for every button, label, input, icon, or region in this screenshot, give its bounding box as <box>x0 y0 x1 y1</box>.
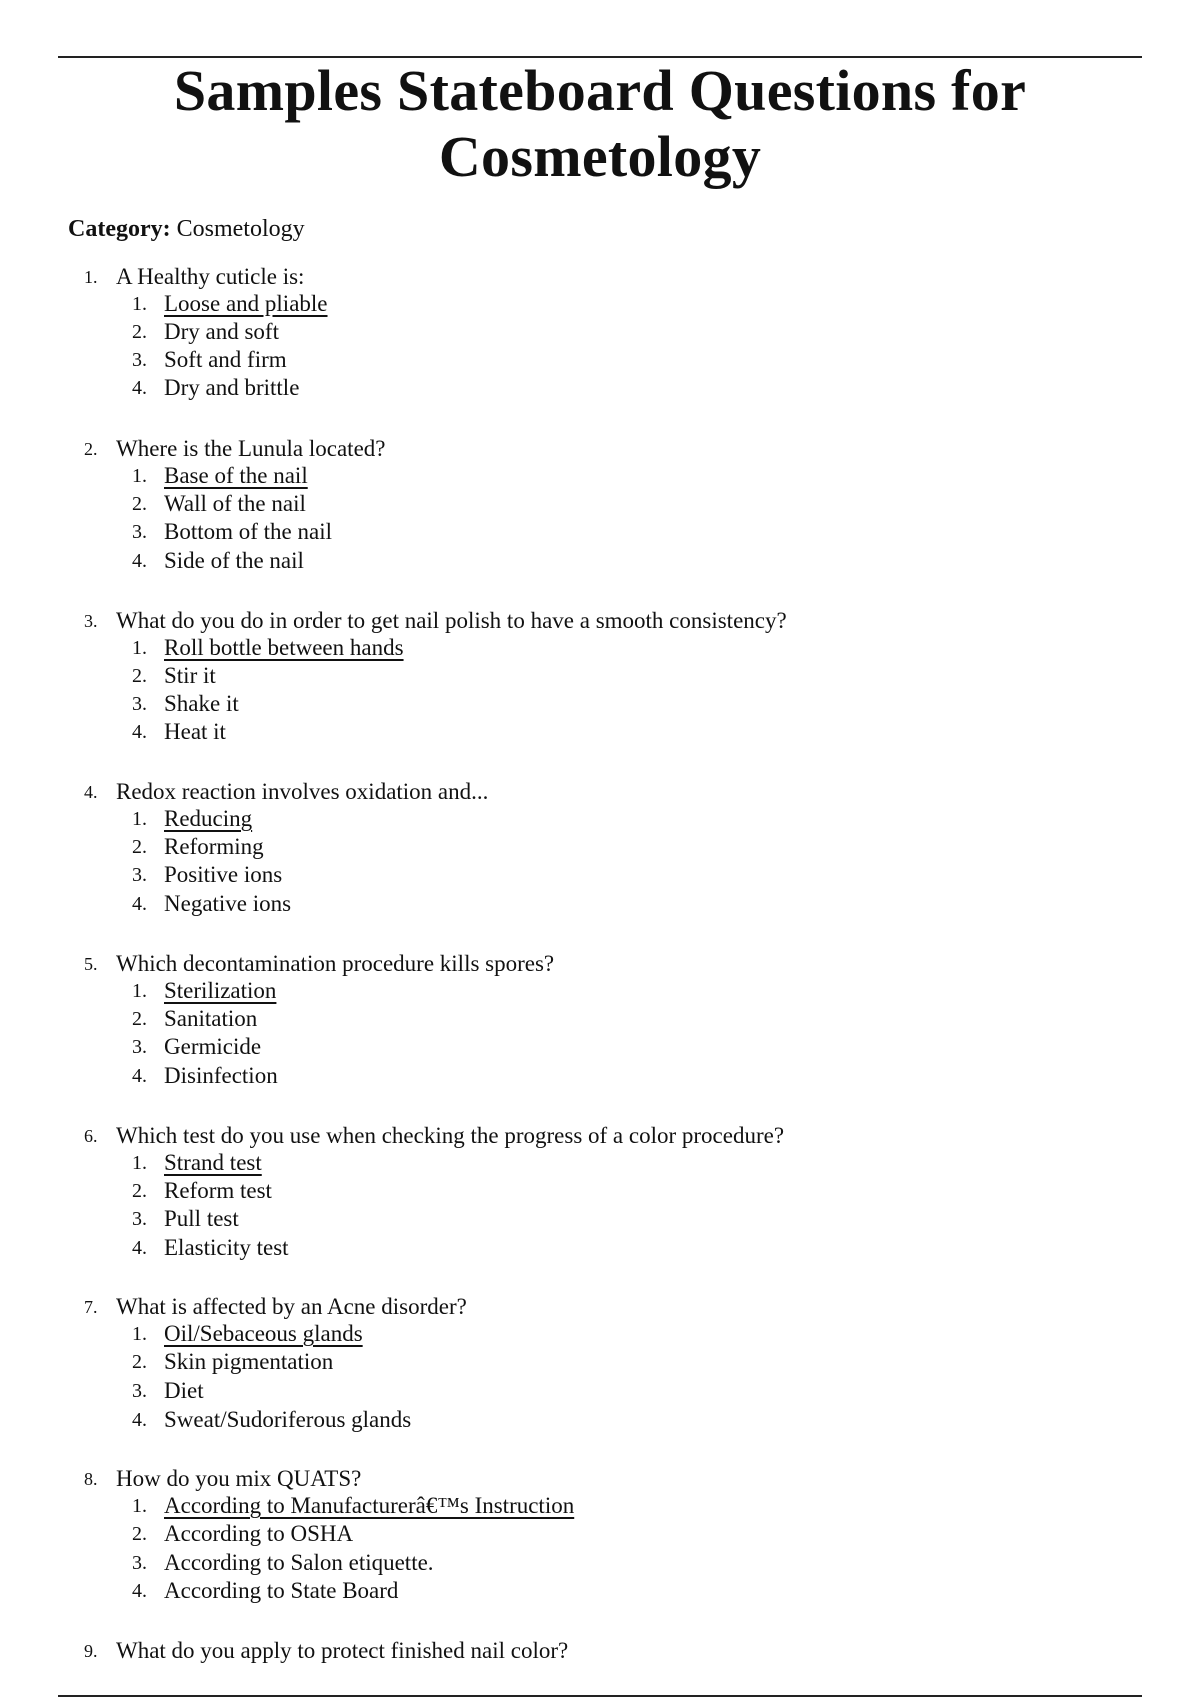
option-number: 4. <box>132 1580 147 1602</box>
question-text: Where is the Lunula located? <box>116 436 386 461</box>
option-number: 3. <box>132 693 147 715</box>
option-text: Heat it <box>164 719 226 744</box>
bottom-rule <box>58 1695 1142 1697</box>
category-value: Cosmetology <box>176 216 305 242</box>
option-text: Negative ions <box>164 891 292 916</box>
question-text: Which test do you use when checking the progress of a color procedure? <box>116 1123 785 1148</box>
option-number: 3. <box>132 864 147 886</box>
option-text: Wall of the nail <box>164 491 306 516</box>
category-label: Category: <box>68 216 171 242</box>
option-number: 3. <box>132 521 147 543</box>
option-text: Dry and soft <box>164 319 279 344</box>
option-number: 2. <box>132 1523 147 1545</box>
option-text: Stir it <box>164 663 216 688</box>
question-number: 5. <box>84 954 98 974</box>
option-text: Reform test <box>164 1178 272 1203</box>
question-text: Redox reaction involves oxidation and... <box>116 779 489 804</box>
option-text: Sweat/Sudoriferous glands <box>164 1407 412 1432</box>
option-text: Diet <box>164 1378 204 1403</box>
question-number: 4. <box>84 782 98 802</box>
option-number: 2. <box>132 493 147 515</box>
option-text: Pull test <box>164 1206 239 1231</box>
option-number: 1. <box>132 637 147 659</box>
question-number: 9. <box>84 1641 98 1661</box>
option-number: 2. <box>132 1351 147 1373</box>
option-number: 4. <box>132 550 147 572</box>
option-number: 1. <box>132 808 147 830</box>
option-number: 1. <box>132 1495 147 1517</box>
correct-answer-text: According to Manufacturerâ€™s Instruction <box>164 1493 575 1518</box>
option-number: 4. <box>132 893 147 915</box>
question-number: 1. <box>84 267 98 287</box>
correct-answer-text: Roll bottle between hands <box>164 635 404 660</box>
option-number: 2. <box>132 321 147 343</box>
question-number: 7. <box>84 1297 98 1317</box>
option-text: Dry and brittle <box>164 375 300 400</box>
question-number: 3. <box>84 611 98 631</box>
question-text: What is affected by an Acne disorder? <box>116 1294 467 1319</box>
option-number: 2. <box>132 1008 147 1030</box>
question-text: How do you mix QUATS? <box>116 1466 362 1491</box>
option-text: Side of the nail <box>164 548 304 573</box>
option-text: Skin pigmentation <box>164 1349 334 1374</box>
option-text: Reforming <box>164 834 264 859</box>
option-number: 2. <box>132 1180 147 1202</box>
option-number: 3. <box>132 1036 147 1058</box>
option-text: Bottom of the nail <box>164 519 333 544</box>
option-text: According to OSHA <box>164 1521 354 1546</box>
question-text: Which decontamination procedure kills spores? <box>116 951 555 976</box>
option-number: 1. <box>132 980 147 1002</box>
option-number: 4. <box>132 377 147 399</box>
correct-answer-text: Oil/Sebaceous glands <box>164 1321 363 1346</box>
option-number: 1. <box>132 1323 147 1345</box>
correct-answer-text: Reducing <box>164 806 253 831</box>
question-number: 8. <box>84 1469 98 1489</box>
option-text: Elasticity test <box>164 1235 289 1260</box>
option-text: Disinfection <box>164 1063 278 1088</box>
question-text: What do you do in order to get nail polish to have a smooth consistency? <box>116 608 787 633</box>
option-text: According to Salon etiquette. <box>164 1550 434 1575</box>
option-text: According to State Board <box>164 1578 399 1603</box>
option-number: 4. <box>132 1237 147 1259</box>
correct-answer-text: Strand test <box>164 1150 262 1175</box>
correct-answer-text: Loose and pliable <box>164 291 328 316</box>
option-text: Sanitation <box>164 1006 258 1031</box>
option-number: 1. <box>132 465 147 487</box>
option-text: Soft and firm <box>164 347 287 372</box>
option-number: 1. <box>132 293 147 315</box>
option-text: Shake it <box>164 691 239 716</box>
option-number: 3. <box>132 1208 147 1230</box>
question-text: What do you apply to protect finished nail color? <box>116 1638 569 1663</box>
option-number: 4. <box>132 721 147 743</box>
question-text: A Healthy cuticle is: <box>116 264 305 289</box>
question-number: 2. <box>84 439 98 459</box>
question-number: 6. <box>84 1126 98 1146</box>
page-title: Samples Stateboard Questions for Cosmetology <box>173 58 1027 189</box>
option-number: 2. <box>132 836 147 858</box>
correct-answer-text: Base of the nail <box>164 463 308 488</box>
option-number: 1. <box>132 1152 147 1174</box>
option-text: Germicide <box>164 1034 262 1059</box>
option-number: 4. <box>132 1065 147 1087</box>
category-line <box>68 214 305 244</box>
option-number: 4. <box>132 1409 147 1431</box>
option-number: 3. <box>132 349 147 371</box>
option-number: 3. <box>132 1552 147 1574</box>
option-text: Positive ions <box>164 862 283 887</box>
correct-answer-text: Sterilization <box>164 978 277 1003</box>
option-number: 3. <box>132 1380 147 1402</box>
option-number: 2. <box>132 665 147 687</box>
